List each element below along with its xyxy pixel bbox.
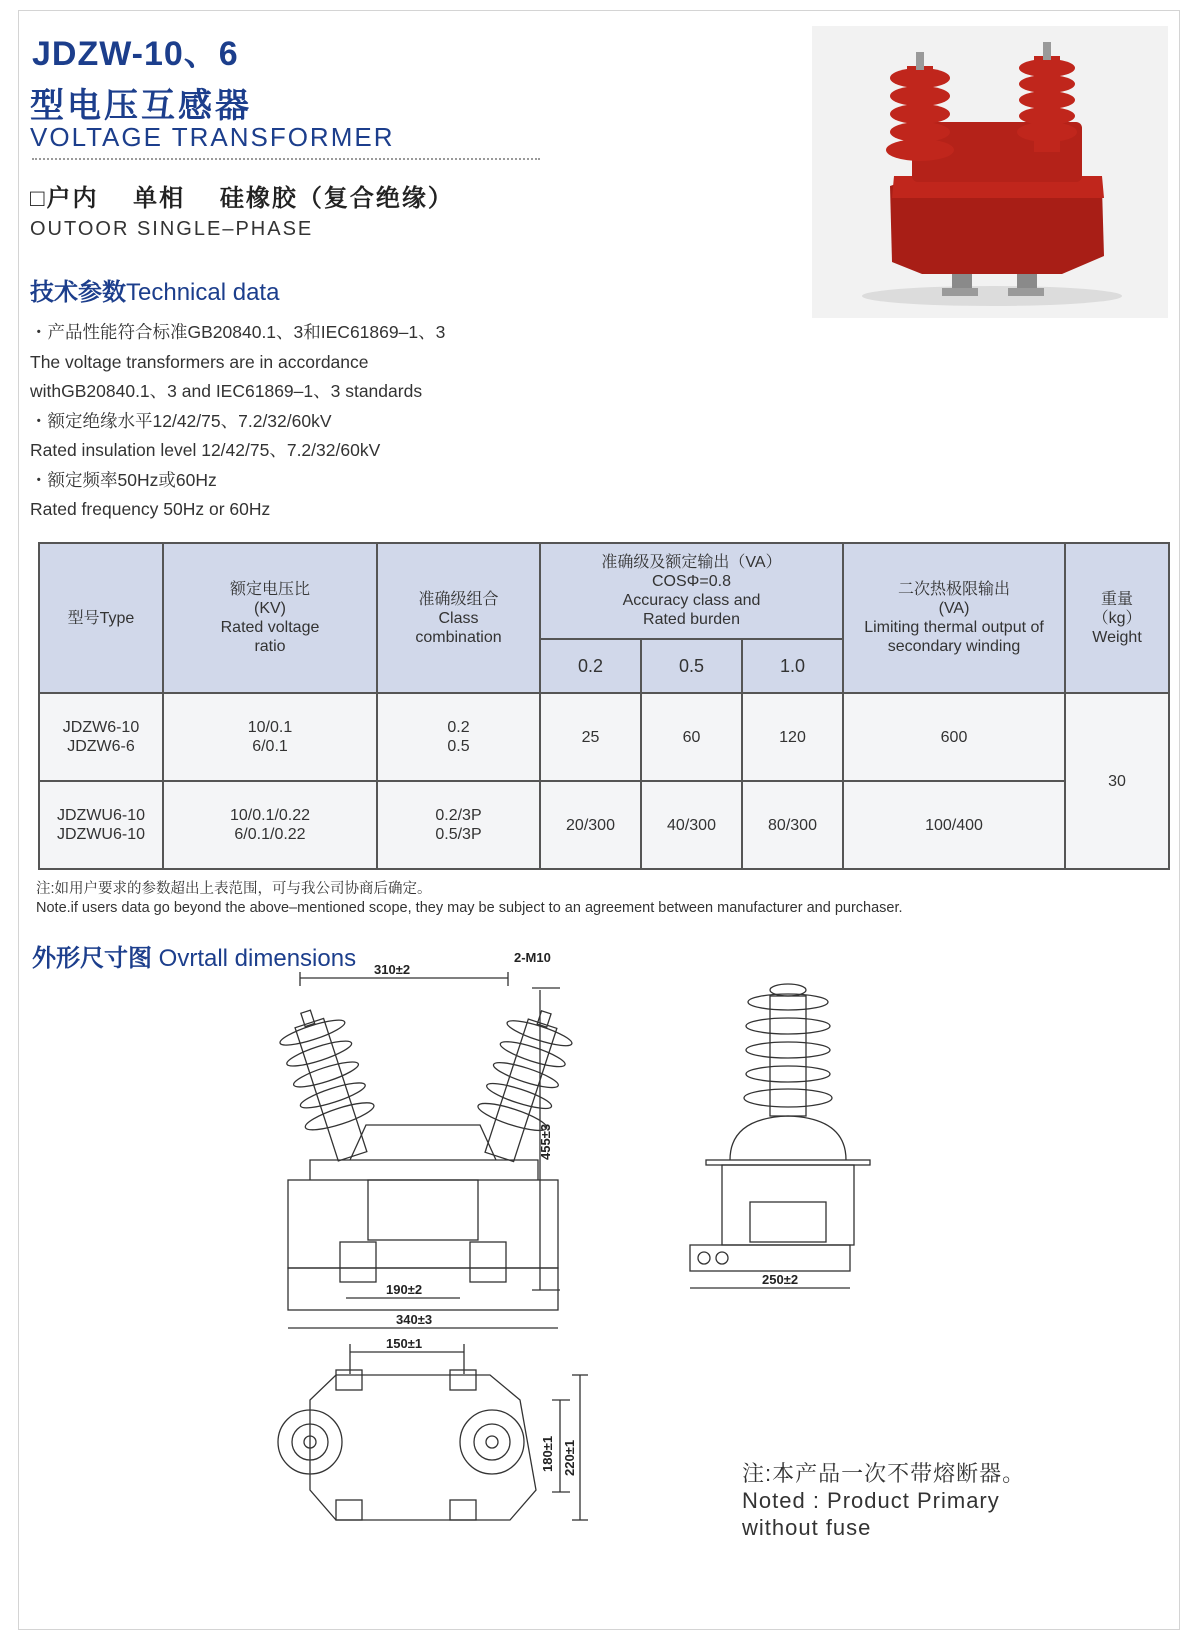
model-title: JDZW-10、6: [32, 35, 239, 73]
dim-base-width: 340±3: [396, 1312, 433, 1327]
note-en: Note.if users data go beyond the above–mentioned scope, they may be subject to an agreement between manufacturer and purchaser.: [36, 900, 903, 916]
cell-b10: 80/300: [742, 781, 843, 869]
table-row: [39, 781, 1169, 869]
spec-table: [38, 542, 1170, 870]
fuse-note-en2: without fuse: [742, 1515, 872, 1540]
tech-heading-cn: 技术参数: [30, 279, 126, 306]
burden-0.2: 0.2: [540, 639, 641, 693]
cell-b10: 120: [742, 693, 843, 781]
table-header-row: [39, 543, 1169, 639]
header-weight: 重量 （kg） Weight: [1065, 543, 1169, 693]
plan-view: [278, 1344, 588, 1520]
dim-plan-span: 150±1: [386, 1336, 423, 1351]
cell-class: 0.2/3P 0.5/3P: [377, 781, 540, 869]
cell-ratio: 10/0.1/0.22 6/0.1/0.22: [163, 781, 377, 869]
cell-b02: 20/300: [540, 781, 641, 869]
tech-heading: [30, 272, 279, 307]
cell-type: JDZW6-10 JDZW6-6: [39, 693, 163, 781]
product-photo: [812, 26, 1168, 318]
dim-side-width: 250±2: [762, 1272, 799, 1287]
dim-bolt: 2-M10: [514, 950, 551, 965]
cell-thermal: 600: [843, 693, 1065, 781]
dim-height: 455±3: [538, 1123, 553, 1160]
cell-type: JDZWU6-10 JDZWU6-10: [39, 781, 163, 869]
dotted-divider: [32, 158, 540, 160]
burden-1.0: 1.0: [742, 639, 843, 693]
tech-line: ・额定频率50Hz或60Hz: [30, 469, 217, 490]
note-cn: 注:如用户要求的参数超出上表范围，可与我公司协商后确定。: [36, 881, 432, 897]
tech-line: Rated insulation level 12/42/75、7.2/32/60kV: [30, 440, 381, 460]
tech-line: ・产品性能符合标准GB20840.1、3和IEC61869–1、3: [30, 322, 446, 342]
dimensions-heading-cn: 外形尺寸图: [32, 945, 152, 972]
cell-class: 0.2 0.5: [377, 693, 540, 781]
cell-b02: 25: [540, 693, 641, 781]
cell-ratio: 10/0.1 6/0.1: [163, 693, 377, 781]
dimensions-heading: [32, 938, 356, 973]
tech-line: Rated frequency 50Hz or 60Hz: [30, 499, 271, 519]
fuse-note-cn: 注:本产品一次不带熔断器。: [742, 1461, 1026, 1486]
dim-top-width: 310±2: [374, 962, 411, 977]
dim-foot-span: 190±2: [386, 1282, 423, 1297]
cell-b05: 60: [641, 693, 742, 781]
tech-line: ・额定绝缘水平12/42/75、7.2/32/60kV: [30, 410, 332, 431]
transformer-illustration: [812, 26, 1168, 318]
fuse-note-en1: Noted : Product Primary: [742, 1488, 1000, 1513]
table-row: [39, 693, 1169, 781]
tech-line: The voltage transformers are in accordance: [30, 351, 369, 372]
header-thermal: 二次热极限输出 (VA) Limiting thermal output of secondary winding: [843, 543, 1065, 693]
dim-plan-outer: 220±1: [562, 1439, 577, 1476]
fuse-note: [742, 1460, 1025, 1541]
header-ratio: 额定电压比 (KV) Rated voltage ratio: [163, 543, 377, 693]
header-class: 准确级组合 Class combination: [377, 543, 540, 693]
front-view: [271, 972, 580, 1328]
cell-thermal: 100/400: [843, 781, 1065, 869]
tech-line: withGB20840.1、3 and IEC61869–1、3 standards: [30, 381, 423, 401]
table-note: [36, 880, 903, 918]
type-cn: □户内 单相 硅橡胶（复合绝缘）: [30, 185, 454, 212]
product-name-en: VOLTAGE TRANSFORMER: [30, 122, 395, 152]
product-name-cn: 型电压互感器: [30, 87, 252, 125]
cell-b05: 40/300: [641, 781, 742, 869]
header-burden: 准确级及额定输出（VA） COSΦ=0.8 Accuracy class and Rated burden: [540, 543, 843, 639]
side-view: [690, 984, 870, 1288]
dimensions-heading-en: Ovrtall dimensions: [158, 945, 357, 972]
dim-plan-inner: 180±1: [540, 1435, 555, 1472]
cell-weight: 30: [1065, 693, 1169, 869]
type-en: OUTOOR SINGLE–PHASE: [30, 218, 314, 240]
tech-list: [30, 318, 445, 525]
header-type: 型号Type: [39, 543, 163, 693]
burden-0.5: 0.5: [641, 639, 742, 693]
tech-heading-en: Technical data: [126, 279, 280, 306]
